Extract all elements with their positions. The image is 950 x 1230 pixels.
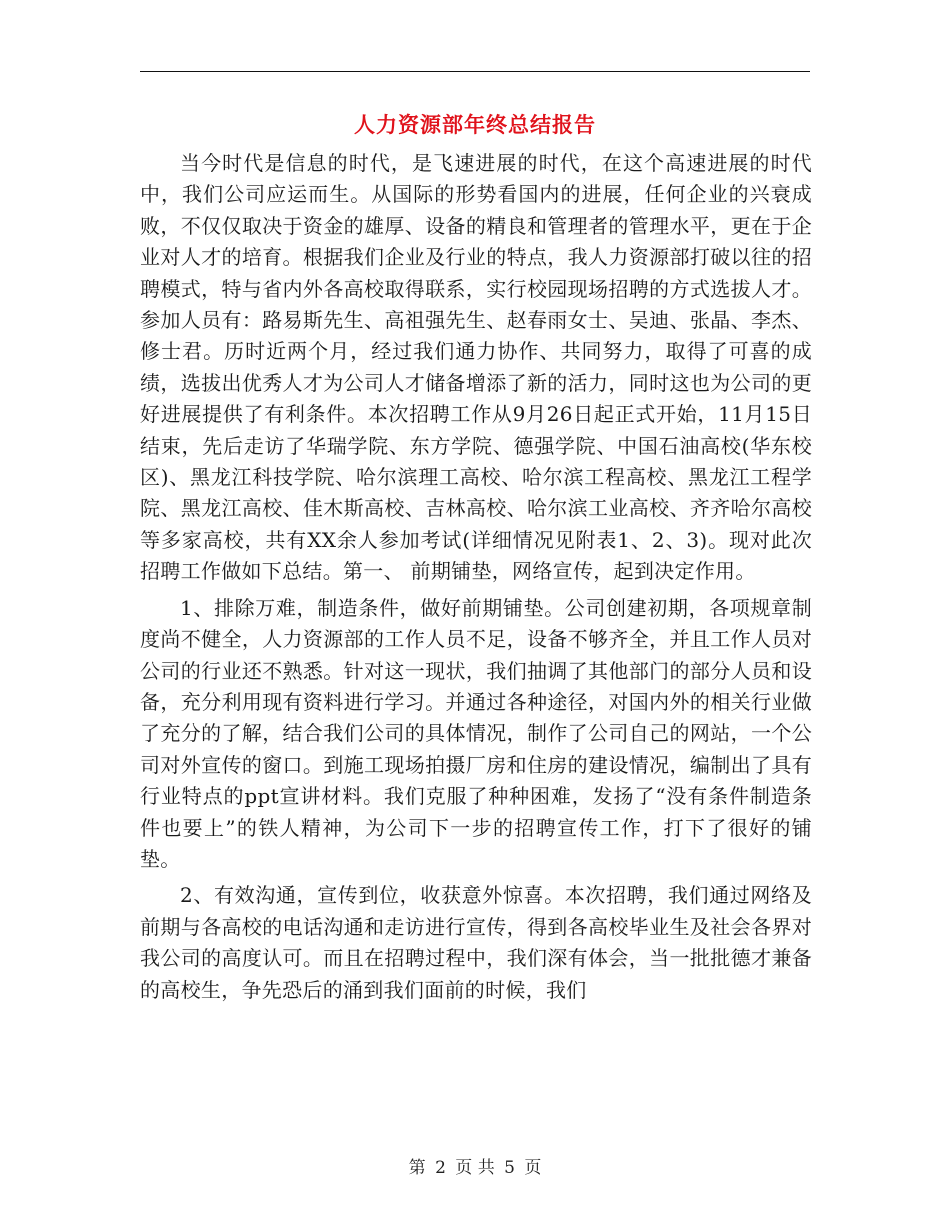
footer-middle: 页 共 [455, 1158, 495, 1178]
header-rule [140, 71, 810, 72]
paragraph-intro: 当今时代是信息的时代，是飞速进展的时代，在这个高速进展的时代中，我们公司应运而生。从国际的形势看国内的进展，任何企业的兴衰成败，不仅仅取决于资金的雄厚、设备的精良和管理者的管理水平，更在于企业对人才的培育。根据我们企业及行业的特点，我人力资源部打破以往的招聘模式，特与省内外各高校取得联系，实行校园现场招聘的方式选拔人才。参加人员有：路易斯先生、高祖强先生、赵春雨女士、吴迪、张晶、李杰、修士君。历时近两个月，经过我们通力协作、共同努力，取得了可喜的成绩，选拔出优秀人才为公司人才储备增添了新的活力，同时这也为公司的更好进展提供了有利条件。本次招聘工作从9月26日起正式开始，11月15日结束，先后走访了华瑞学院、东方学院、德强学院、中国石油高校(华东校区)、黑龙江科技学院、哈尔滨理工高校、哈尔滨工程高校、黑龙江工程学院、黑龙江高校、佳木斯高校、吉林高校、哈尔滨工业高校、齐齐哈尔高校等多家高校，共有XX余人参加考试(详细情况见附表1、2、3)。现对此次招聘工作做如下总结。第一、 前期铺垫，网络宣传，起到决定作用。 [140, 151, 812, 584]
paragraph-section-2: 2、有效沟通，宣传到位，收获意外惊喜。本次招聘，我们通过网络及前期与各高校的电话沟通和走访进行宣传，得到各高校毕业生及社会各界对我公司的高度认可。而且在招聘过程中，我们深有体会，当一批批德才兼备的高校生，争先恐后的涌到我们面前的时候，我们 [140, 883, 812, 1002]
paragraph-section-1: 1、排除万难，制造条件，做好前期铺垫。公司创建初期，各项规章制度尚不健全，人力资源部的工作人员不足，设备不够齐全，并且工作人员对公司的行业还不熟悉。针对这一现状，我们抽调了其他部门的部分人员和设备，充分利用现有资料进行学习。并通过各种途径，对国内外的相关行业做了充分的了解，结合我们公司的具体情况，制作了公司自己的网站，一个公司对外宣传的窗口。到施工现场拍摄厂房和住房的建设情况，编制出了具有行业特点的ppt宣讲材料。我们克服了种种困难，发扬了“没有条件制造条件也要上”的铁人精神，为公司下一步的招聘宣传工作，打下了很好的铺垫。 [140, 595, 812, 871]
document-title: 人力资源部年终总结报告 [354, 112, 596, 137]
footer-total-pages: 5 [504, 1158, 515, 1178]
footer-prefix: 第 [408, 1158, 426, 1178]
document-body [140, 148, 812, 1006]
footer-current-page: 2 [435, 1158, 446, 1178]
footer-suffix: 页 [524, 1158, 542, 1178]
page-footer [0, 1153, 950, 1178]
